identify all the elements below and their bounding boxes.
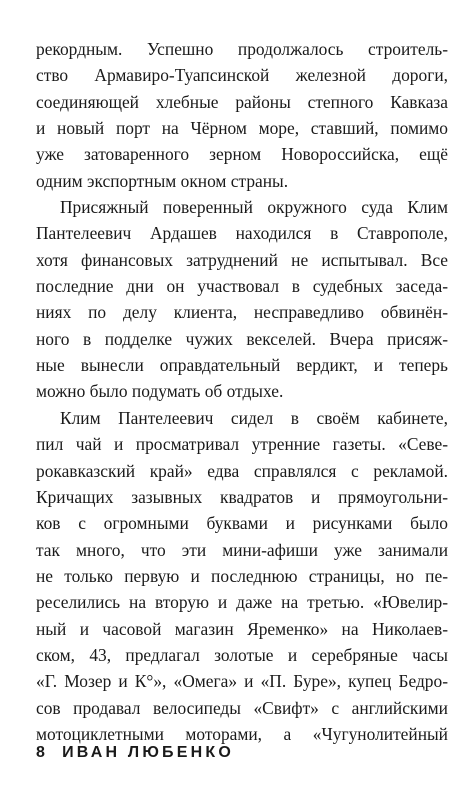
text-line: можно было подумать об отдыхе. [36, 381, 284, 402]
text-line: и новый порт на Чёрном море, ставший, помимо [36, 118, 448, 139]
text-line: ного в подделке чужих векселей. Вчера присяж- [36, 328, 448, 349]
text-line: Присяжный поверенный окружного суда Клим [60, 197, 448, 218]
text-line: рокавказский край» едва справлялся с рекламой. [36, 460, 448, 481]
text-line: ный и часовой магазин Яременко» на Николаев- [36, 618, 448, 639]
text-line: Пантелеевич Ардашев находился в Ставрополе, [36, 223, 448, 244]
text-line: ство Армавиро-Туапсинской железной дороги, [36, 65, 448, 86]
text-line: рекордным. Успешно продолжалось строитель- [36, 39, 448, 59]
text-line: ков с огромными буквами и рисунками было [36, 513, 448, 534]
paragraph [36, 36, 448, 194]
text-line: последние дни он участвовал в судебных заседа- [36, 276, 448, 297]
page-number: 8 [36, 744, 49, 761]
author-name: ИВАН ЛЮБЕНКО [62, 744, 234, 761]
paragraph [36, 194, 448, 405]
text-line: уже затоваренного зерном Новороссийска, ещё [36, 144, 448, 165]
text-line: Клим Пантелеевич сидел в своём кабинете, [60, 407, 448, 428]
text-line: так много, что эти мини-афиши уже занимали [36, 539, 448, 560]
text-line: ниях по делу клиента, несправедливо обвинён- [36, 302, 448, 323]
text-line: пил чай и просматривал утренние газеты. «Севе- [36, 434, 448, 455]
paragraph [36, 405, 448, 747]
running-footer [36, 741, 234, 765]
text-line: хотя финансовых затруднений не испытывал. Все [36, 249, 448, 270]
body-text [36, 36, 448, 747]
text-line: «Г. Мозер и К°», «Омега» и «П. Буре», купец Бедро- [36, 671, 448, 692]
text-line: не только первую и последнюю страницы, но пе- [36, 565, 448, 586]
text-line: ные вынесли оправдательный вердикт, и теперь [36, 355, 448, 376]
text-line: Кричащих зазывных квадратов и прямоугольни- [36, 486, 448, 507]
text-line: мотоциклетными моторами, а «Чугунолитейный [36, 723, 448, 744]
text-line: соединяющей хлебные районы степного Кавказа [36, 91, 448, 112]
text-line: ском, 43, предлагал золотые и серебряные часы [36, 644, 448, 665]
text-line: реселились на вторую и даже на третью. «Ювелир- [36, 592, 448, 613]
text-line: одним экспортным окном страны. [36, 170, 289, 191]
text-line: сов продавал велосипеды «Свифт» с английскими [36, 697, 448, 718]
